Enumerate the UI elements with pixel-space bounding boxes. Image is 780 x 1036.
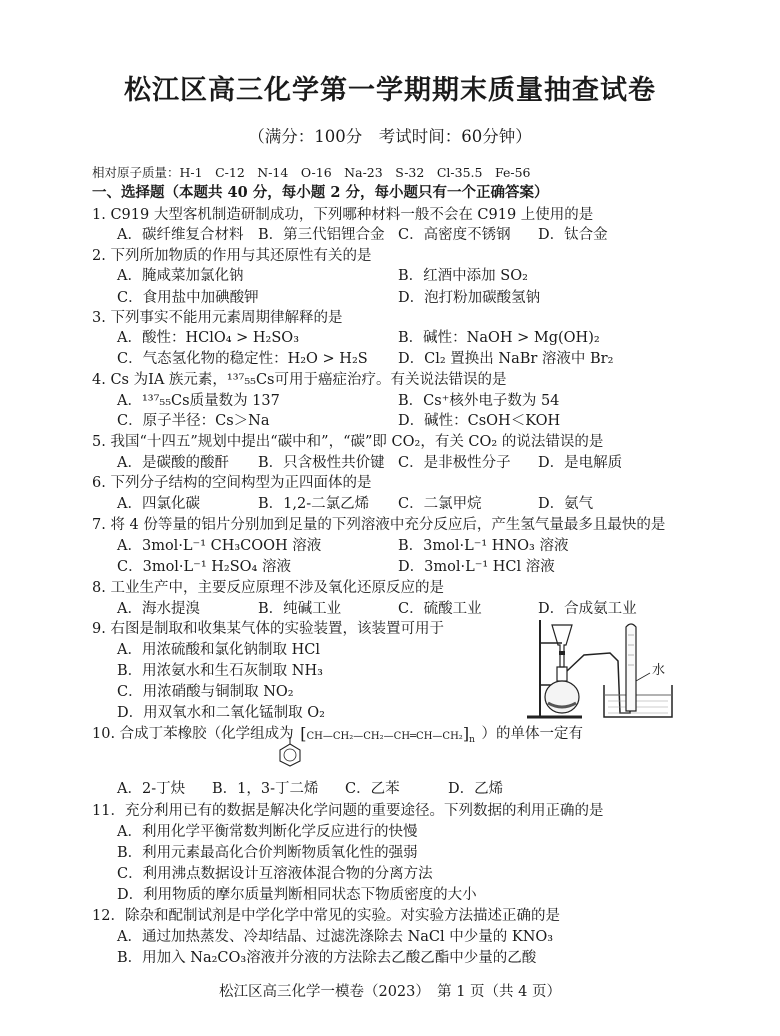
- question-1-option-b: B．第三代铝锂合金: [258, 227, 385, 243]
- question-12-option-b: B．用加入 Na₂CO₃溶液并分液的方法除去乙酸乙酯中少量的乙酸: [117, 950, 537, 966]
- question-7-stem: 7. 将 4 份等量的铝片分别加到足量的下列溶液中充分反应后，产生氢气量最多且最快的是: [92, 517, 666, 533]
- polymer-repeat-unit: CH—CH₂—CH₂—CH═CH—CH₂: [306, 730, 463, 742]
- question-8-option-b: B．纯碱工业: [258, 601, 342, 617]
- water-label: 水: [652, 663, 666, 678]
- question-3-stem: 3. 下列事实不能用元素周期律解释的是: [92, 310, 343, 326]
- question-4-option-a: A．¹³⁷₅₅Cs质量数为 137: [117, 393, 280, 409]
- question-8-option-d: D．合成氨工业: [538, 601, 637, 617]
- question-7-option-c: C．3mol·L⁻¹ H₂SO₄ 溶液: [117, 559, 291, 575]
- question-4-option-d: D．碱性：CsOH＜KOH: [398, 413, 561, 429]
- question-11-option-d: D．利用物质的摩尔质量判断相同状态下物质密度的大小: [117, 887, 477, 903]
- question-7-option-b: B．3mol·L⁻¹ HNO₃ 溶液: [398, 538, 569, 554]
- question-3-option-d: D．Cl₂ 置换出 NaBr 溶液中 Br₂: [398, 351, 614, 367]
- question-2-option-a: A．腌咸菜加氯化钠: [117, 268, 244, 284]
- page-title: 松江区高三化学第一学期期末质量抽查试卷: [124, 75, 656, 106]
- page-footer: 松江区高三化学一模卷（2023） 第 1 页（共 4 页）: [218, 984, 562, 1000]
- question-4-stem: 4. Cs 为ⅠA 族元素，¹³⁷₅₅Cs可用于癌症治疗。有关说法错误的是: [92, 372, 507, 388]
- question-6-stem: 6. 下列分子结构的空间构型为正四面体的是: [92, 475, 372, 491]
- question-11-option-a: A．利用化学平衡常数判断化学反应进行的快慢: [117, 824, 418, 840]
- question-11-stem: 11．充分利用已有的数据是解决化学问题的重要途径。下列数据的利用正确的是: [92, 803, 604, 819]
- section-heading: 一、选择题（本题共 40 分，每小题 2 分，每小题只有一个正确答案）: [92, 184, 549, 201]
- question-1-option-c: C．高密度不锈钢: [398, 227, 511, 243]
- question-3-option-b: B．碱性：NaOH > Mg(OH)₂: [398, 330, 600, 346]
- question-9-option-a: A．用浓硫酸和氯化钠制取 HCl: [117, 642, 320, 658]
- question-1-stem: 1. C919 大型客机制造研制成功，下列哪种材料一般不会在 C919 上使用的是: [92, 207, 594, 223]
- question-6-option-a: A．四氯化碳: [117, 496, 200, 512]
- question-5-option-a: A．是碳酸的酸酐: [117, 455, 229, 471]
- question-5-option-c: C．是非极性分子: [398, 455, 511, 471]
- question-10-option-a: A．2-丁炔: [117, 781, 186, 797]
- question-9-stem: 9. 右图是制取和收集某气体的实验装置，该装置可用于: [92, 621, 444, 637]
- atomic-masses: 相对原子质量：H-1 C-12 N-14 O-16 Na-23 S-32 Cl-35.5 Fe-56: [92, 165, 531, 180]
- question-1-option-a: A．碳纤维复合材料: [117, 227, 244, 243]
- question-11-option-b: B．利用元素最高化合价判断物质氧化性的强弱: [117, 845, 418, 861]
- question-2-option-c: C．食用盐中加碘酸钾: [117, 290, 259, 306]
- gas-apparatus-figure: [522, 615, 682, 729]
- polymer-formula: $[CH—CH_2—CH_2—CH═CH—CH_2]_n$: [300, 723, 475, 745]
- question-8-stem: 8. 工业生产中，主要反应原理不涉及氧化还原反应的是: [92, 580, 444, 596]
- benzene-ring-icon: [277, 737, 303, 771]
- question-11-option-c: C．利用沸点数据设计互溶液体混合物的分离方法: [117, 866, 433, 882]
- question-10-stem-start: 10. 合成丁苯橡胶（化学组成为: [92, 726, 294, 742]
- question-12-option-a: A．通过加热蒸发、冷却结晶、过滤洗涤除去 NaCl 中少量的 KNO₃: [117, 929, 554, 945]
- question-12-stem: 12．除杂和配制试剂是中学化学中常见的实验。对实验方法描述正确的是: [92, 908, 560, 924]
- question-6-option-d: D．氨气: [538, 496, 594, 512]
- question-9-option-b: B．用浓氨水和生石灰制取 NH₃: [117, 663, 323, 679]
- question-3-option-a: A．酸性：HClO₄ > H₂SO₃: [117, 330, 300, 346]
- question-5-stem: 5. 我国“十四五”规划中提出“碳中和”，“碳”即 CO₂，有关 CO₂ 的说法错误的是: [92, 434, 604, 450]
- question-4-option-c: C．原子半径：Cs＞Na: [117, 413, 270, 429]
- question-5-option-b: B．只含极性共价键: [258, 455, 385, 471]
- polymer-subscript: n: [469, 734, 475, 745]
- question-10-option-b: B．1，3-丁二烯: [212, 781, 319, 797]
- question-4-option-b: B．Cs⁺核外电子数为 54: [398, 393, 560, 409]
- question-7-option-d: D．3mol·L⁻¹ HCl 溶液: [398, 559, 555, 575]
- question-9-option-d: D．用双氧水和二氧化锰制取 O₂: [117, 705, 325, 721]
- question-2-option-b: B．红酒中添加 SO₂: [398, 268, 528, 284]
- question-8-option-a: A．海水提溴: [117, 601, 200, 617]
- question-3-option-c: C．气态氢化物的稳定性：H₂O > H₂S: [117, 351, 368, 367]
- question-10-stem: [92, 722, 583, 745]
- question-10-option-d: D．乙烯: [448, 781, 504, 797]
- question-10-option-c: C．乙苯: [345, 781, 400, 797]
- question-2-option-d: D．泡打粉加碳酸氢钠: [398, 290, 541, 306]
- question-2-stem: 2. 下列所加物质的作用与其还原性有关的是: [92, 248, 372, 264]
- question-6-option-c: C．二氯甲烷: [398, 496, 482, 512]
- question-8-option-c: C．硫酸工业: [398, 601, 482, 617]
- question-7-option-a: A．3mol·L⁻¹ CH₃COOH 溶液: [117, 538, 322, 554]
- question-10-stem-end: ）的单体一定有: [481, 726, 583, 742]
- exam-info: （满分：100分 考试时间：60分钟）: [248, 127, 532, 146]
- question-6-option-b: B．1,2-二氯乙烯: [258, 496, 370, 512]
- question-9-option-c: C．用浓硝酸与铜制取 NO₂: [117, 684, 294, 700]
- question-5-option-d: D．是电解质: [538, 455, 623, 471]
- question-1-option-d: D．钛合金: [538, 227, 608, 243]
